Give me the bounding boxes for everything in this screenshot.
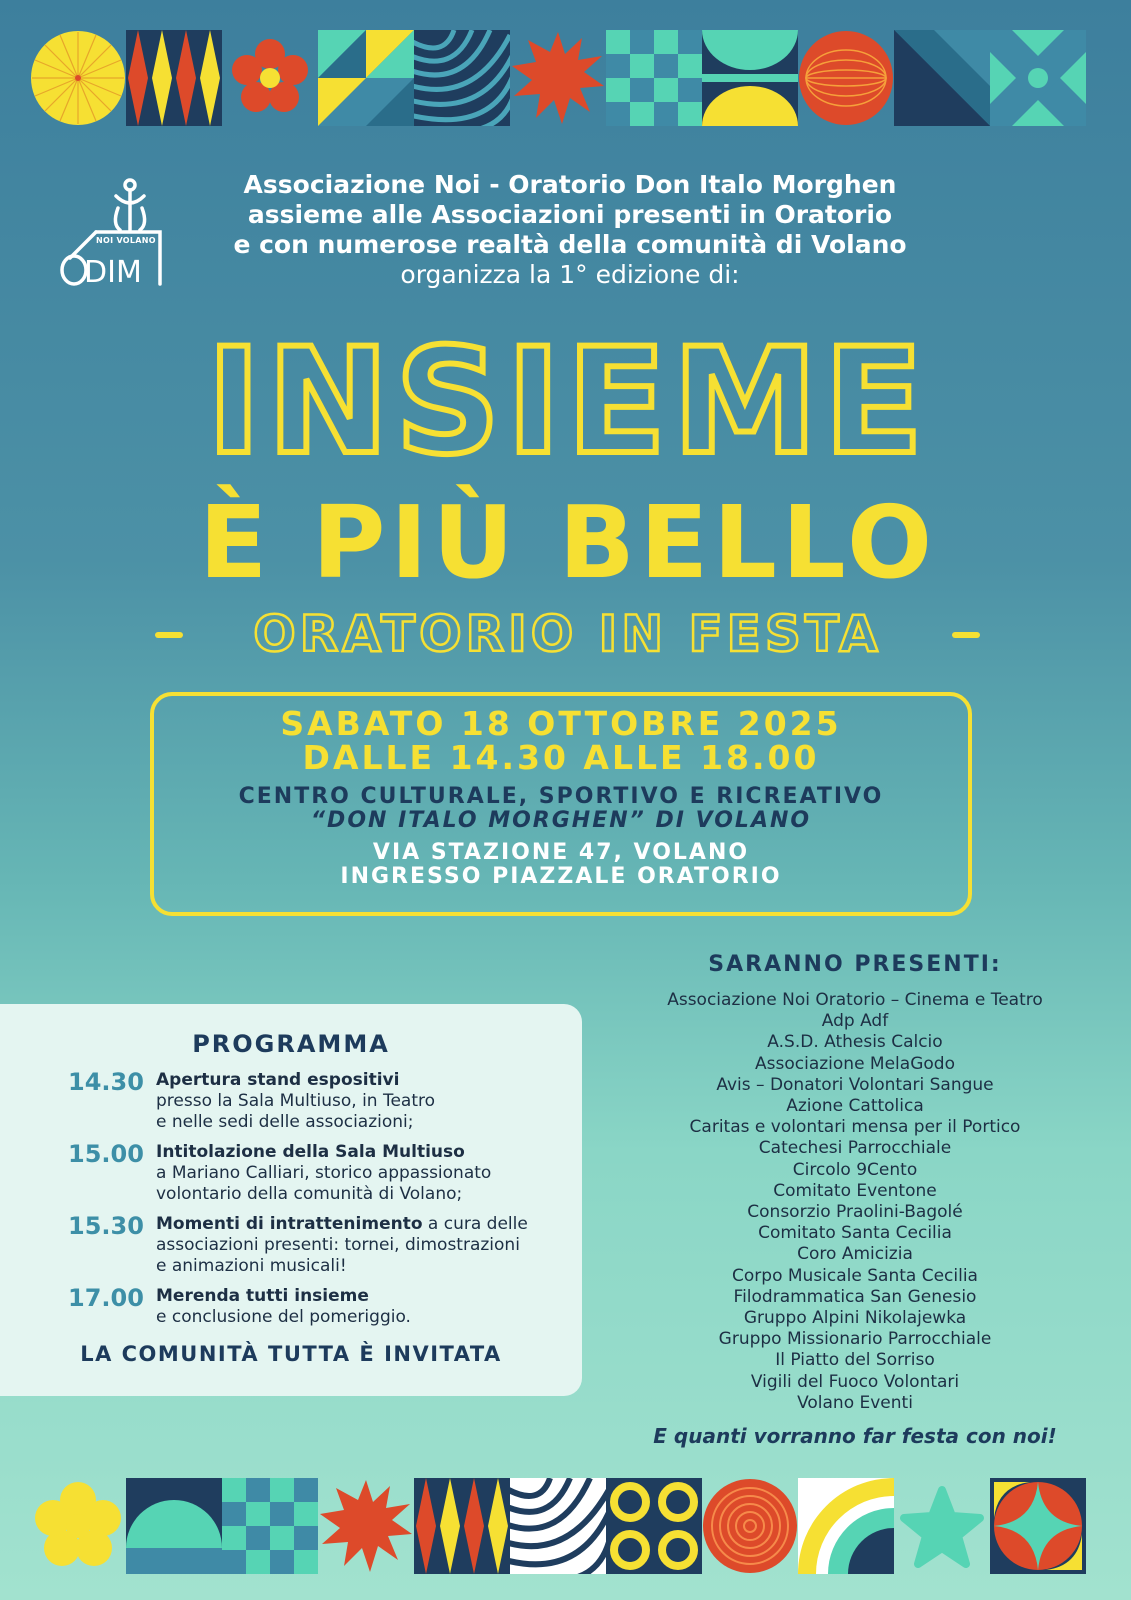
list-item: Comitato Santa Cecilia	[758, 1223, 952, 1244]
subtitle-row	[155, 605, 980, 663]
program-panel	[0, 1004, 582, 1396]
program-item-title: Apertura stand espositivi	[156, 1070, 400, 1090]
program-item-line: volontario della comunità di Volano;	[156, 1184, 463, 1204]
half-circles-tile	[702, 30, 798, 126]
wave-lines-tile	[510, 1478, 606, 1574]
participants-list	[620, 990, 1090, 1414]
intro-line-1: Associazione Noi - Oratorio Don Italo Morghen	[243, 170, 897, 199]
program-item-line: e animazioni musicali!	[156, 1256, 347, 1276]
list-item: Associazione Noi Oratorio – Cinema e Teatro	[667, 990, 1043, 1010]
program-item-line: associazioni presenti: tornei, dimostrazioni	[156, 1235, 520, 1255]
venue-line-1: CENTRO CULTURALE, SPORTIVO E RICREATIVO	[238, 784, 884, 809]
yellow-sun-tile	[30, 30, 126, 126]
program-item	[156, 1070, 576, 1133]
triangle-grid-tile	[318, 30, 414, 126]
program-time: 15.00	[68, 1140, 144, 1168]
list-item: Gruppo Missionario Parrocchiale	[718, 1329, 992, 1350]
oratorio-logo-icon	[60, 178, 168, 290]
red-star-tile	[510, 30, 606, 126]
list-item: Volano Eventi	[797, 1392, 913, 1413]
program-time: 17.00	[68, 1284, 144, 1312]
odim-logo	[60, 178, 168, 290]
checker-tile	[222, 1478, 318, 1574]
program-item-line: e conclusione del pomeriggio.	[156, 1307, 411, 1327]
bottom-decorative-band	[30, 1478, 1106, 1576]
yellow-flower-tile	[30, 1478, 126, 1574]
navy-triangle-tile	[894, 30, 990, 126]
program-item-line: a Mariano Calliari, storico appassionato	[156, 1163, 492, 1183]
target-circles-tile	[702, 1478, 798, 1574]
logo-small-text: NOI VOLANO	[96, 236, 156, 245]
program-item-title: Intitolazione della Sala Multiuso	[156, 1142, 465, 1162]
program-time: 14.30	[68, 1068, 144, 1096]
list-item: Consorzio Praolini-Bagolé	[747, 1202, 963, 1223]
wave-lines-tile	[414, 30, 510, 126]
orange-ball-tile	[798, 30, 894, 126]
list-item: Adp Adf	[821, 1011, 889, 1032]
program-time: 15.30	[68, 1212, 144, 1240]
event-info-box	[150, 692, 972, 916]
list-item: Gruppo Alpini Nikolajewka	[743, 1308, 967, 1329]
red-star-tile	[318, 1478, 414, 1574]
program-item-title: Momenti di intrattenimento	[156, 1214, 423, 1234]
program-item-title: Merenda tutti insieme	[156, 1286, 369, 1306]
checker-tile	[606, 30, 702, 126]
diamond-stripes-tile	[126, 30, 222, 126]
venue-line-2: “DON ITALO MORGHEN” DI VOLANO	[310, 808, 812, 833]
list-item: Associazione MelaGodo	[755, 1053, 955, 1074]
rainbow-arcs-tile	[798, 1478, 894, 1574]
list-item: Caritas e volontari mensa per il Portico	[689, 1117, 1021, 1138]
red-flower-tile	[222, 30, 318, 126]
event-date: SABATO 18 OTTOBRE 2025	[280, 704, 842, 743]
diamond-stripes-tile	[414, 1478, 510, 1574]
top-decorative-band	[30, 30, 1106, 126]
program-item-line: presso la Sala Multiuso, in Teatro	[156, 1091, 436, 1111]
program-title: PROGRAMMA	[192, 1030, 390, 1058]
list-item: A.S.D. Athesis Calcio	[767, 1032, 943, 1053]
program-item	[156, 1286, 576, 1328]
dome-tile	[126, 1478, 222, 1574]
list-item: Catechesi Parrocchiale	[758, 1138, 952, 1159]
yellow-rings-tile	[606, 1478, 702, 1574]
list-item: Coro Amicizia	[797, 1244, 913, 1265]
teal-star-tile	[894, 1478, 990, 1574]
title-insieme: INSIEME	[206, 317, 930, 487]
intro-line-3: e con numerose realtà della comunità di Volano	[233, 230, 907, 259]
intro-line-2: assieme alle Associazioni presenti in Oratorio	[247, 200, 893, 229]
dash-left	[155, 632, 183, 638]
intro-line-4: organizza la 1° edizione di:	[400, 260, 740, 289]
closing-line: E quanti vorranno far festa con noi!	[653, 1424, 1057, 1448]
list-item: Avis – Donatori Volontari Sangue	[716, 1074, 994, 1095]
subtitle-oratorio-in-festa: ORATORIO IN FESTA	[253, 605, 882, 663]
list-item: Vigili del Fuoco Volontari	[750, 1371, 960, 1392]
address-line-1: VIA STAZIONE 47, VOLANO	[372, 840, 750, 865]
list-item: Azione Cattolica	[786, 1096, 924, 1117]
address-line-2: INGRESSO PIAZZALE ORATORIO	[340, 864, 782, 889]
list-item: Comitato Eventone	[773, 1180, 937, 1201]
community-invite: LA COMUNITÀ TUTTA È INVITATA	[80, 1342, 502, 1366]
dash-right	[952, 632, 980, 638]
organizers-intro	[200, 170, 940, 290]
svg-text:DIM: DIM	[84, 255, 142, 290]
title-e-piu-bello: È PIÙ BELLO	[198, 484, 938, 601]
list-item: Filodrammatica San Genesio	[733, 1286, 977, 1307]
event-time: DALLE 14.30 ALLE 18.00	[302, 738, 820, 777]
list-item: Circolo 9Cento	[792, 1159, 918, 1180]
program-item-line: e nelle sedi delle associazioni;	[156, 1112, 414, 1132]
program-item: Momenti di intrattenimento a cura delle associazioni presenti: tornei, dimostrazioni e animazioni musicali!	[156, 1214, 528, 1276]
cross-tile	[990, 30, 1086, 126]
four-petal-tile	[990, 1478, 1086, 1574]
list-item: Il Piatto del Sorriso	[775, 1350, 935, 1371]
present-title: SARANNO PRESENTI:	[708, 952, 1002, 977]
list-item: Corpo Musicale Santa Cecilia	[732, 1265, 978, 1286]
program-item	[156, 1142, 576, 1205]
